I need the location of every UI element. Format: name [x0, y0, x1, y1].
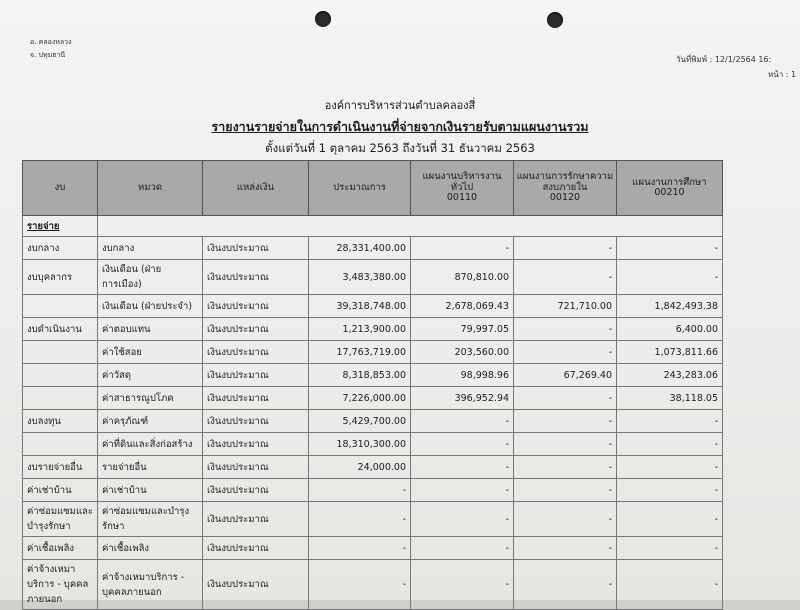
column-header: หมวด: [98, 161, 203, 216]
table-cell-amount: -: [617, 502, 723, 537]
table-cell-amount: -: [514, 387, 617, 410]
table-cell-amount: -: [514, 433, 617, 456]
title-block: [0, 96, 800, 158]
table-cell-amount: -: [411, 479, 514, 502]
table-cell-amount: -: [617, 237, 723, 260]
table-cell-amount: -: [411, 537, 514, 560]
table-cell-amount: -: [617, 479, 723, 502]
expense-table: [22, 160, 723, 610]
table-cell-text: งบบุคลากร: [23, 260, 98, 295]
table-cell-text: เงินงบประมาณ: [203, 295, 309, 318]
table-cell-amount: -: [617, 560, 723, 610]
table-cell-amount: -: [617, 260, 723, 295]
table-cell-amount: 396,952.94: [411, 387, 514, 410]
table-row: [23, 364, 723, 387]
section-label: รายจ่าย: [23, 216, 98, 237]
table-cell-amount: 17,763,719.00: [309, 341, 411, 364]
table-header: [23, 161, 723, 216]
table-cell-amount: 98,998.96: [411, 364, 514, 387]
table-cell-amount: 203,560.00: [411, 341, 514, 364]
table-cell-amount: 2,678,069.43: [411, 295, 514, 318]
table-cell-text: ค่าครุภัณฑ์: [98, 410, 203, 433]
table-cell-text: ค่าที่ดินและสิ่งก่อสร้าง: [98, 433, 203, 456]
header-province: จ. ปทุมธานี: [30, 51, 66, 59]
table-cell-amount: -: [514, 537, 617, 560]
table-cell-amount: -: [309, 537, 411, 560]
table-cell-text: งบลงทุน: [23, 410, 98, 433]
report-period: ตั้งแต่วันที่ 1 ตุลาคม 2563 ถึงวันที่ 31 ธันวาคม 2563: [265, 141, 535, 155]
table-cell-amount: -: [617, 433, 723, 456]
punch-hole: [315, 11, 331, 27]
table-cell-amount: 870,810.00: [411, 260, 514, 295]
table-cell-text: [23, 433, 98, 456]
header-district: อ. คลองหลวง: [30, 38, 72, 46]
print-date: วันที่พิมพ์ : 12/1/2564 16:: [676, 55, 772, 64]
table-cell-amount: -: [514, 456, 617, 479]
table-cell-text: เงินงบประมาณ: [203, 560, 309, 610]
table-row: [23, 479, 723, 502]
column-header: งบ: [23, 161, 98, 216]
table-cell-amount: -: [514, 502, 617, 537]
table-cell-text: [23, 295, 98, 318]
table-cell-text: งบกลาง: [98, 237, 203, 260]
table-cell-text: งบกลาง: [23, 237, 98, 260]
table-cell-text: ค่าซ่อมแซมและบำรุงรักษา: [98, 502, 203, 537]
column-header: แผนงานการรักษาความ สงบภายใน 00120: [514, 161, 617, 216]
table-cell-amount: 721,710.00: [514, 295, 617, 318]
table-cell-text: ค่าตอบแทน: [98, 318, 203, 341]
table-cell-text: [23, 364, 98, 387]
table-cell-text: งบดำเนินงาน: [23, 318, 98, 341]
table-row: [23, 341, 723, 364]
table-cell-text: ค่าจ้างเหมาบริการ - บุคคลภายนอก: [98, 560, 203, 610]
table-row: [23, 502, 723, 537]
table-cell-amount: 1,073,811.66: [617, 341, 723, 364]
table-row: [23, 318, 723, 341]
table-cell-text: เงินงบประมาณ: [203, 410, 309, 433]
table-cell-text: เงินเดือน (ฝ่ายการเมือง): [98, 260, 203, 295]
table-cell-text: ค่าเชื้อเพลิง: [23, 537, 98, 560]
table-cell-amount: 8,318,853.00: [309, 364, 411, 387]
table-cell-amount: -: [514, 260, 617, 295]
table-cell-text: ค่าสาธารณูปโภค: [98, 387, 203, 410]
table-cell-text: เงินงบประมาณ: [203, 433, 309, 456]
page-number: หน้า : 1: [768, 70, 797, 79]
table-cell-text: [23, 387, 98, 410]
column-header: ประมาณการ: [309, 161, 411, 216]
table-cell-amount: -: [514, 560, 617, 610]
column-header: แหล่งเงิน: [203, 161, 309, 216]
table-cell-amount: -: [514, 479, 617, 502]
table-row: [23, 295, 723, 318]
table-body: [23, 216, 723, 610]
table-cell-amount: 79,997.05: [411, 318, 514, 341]
table-row: [23, 433, 723, 456]
table-cell-amount: 243,283.06: [617, 364, 723, 387]
table-cell-amount: 28,331,400.00: [309, 237, 411, 260]
table-cell-text: [23, 341, 98, 364]
table-row: [23, 410, 723, 433]
org-name: องค์การบริหารส่วนตำบลคลองสี่: [324, 99, 476, 112]
table-row: [23, 456, 723, 479]
table-cell-amount: -: [411, 410, 514, 433]
table-row: [23, 260, 723, 295]
table-cell-amount: 38,118.05: [617, 387, 723, 410]
table-cell-text: ค่าเช่าบ้าน: [98, 479, 203, 502]
table-cell-amount: -: [617, 410, 723, 433]
table-cell-amount: -: [411, 433, 514, 456]
table-cell-amount: -: [309, 502, 411, 537]
table-cell-text: งบรายจ่ายอื่น: [23, 456, 98, 479]
table-cell-text: ค่าวัสดุ: [98, 364, 203, 387]
column-header: แผนงานการศึกษา 00210: [617, 161, 723, 216]
table-cell-text: เงินงบประมาณ: [203, 237, 309, 260]
table-cell-text: เงินงบประมาณ: [203, 318, 309, 341]
table-cell-amount: 24,000.00: [309, 456, 411, 479]
table-cell-amount: 3,483,380.00: [309, 260, 411, 295]
column-header: แผนงานบริหารงานทั่วไป 00110: [411, 161, 514, 216]
table-cell-amount: -: [411, 456, 514, 479]
table-row: [23, 237, 723, 260]
report-title: รายงานรายจ่ายในการดำเนินงานที่จ่ายจากเงินรายรับตามแผนงานรวม: [211, 119, 589, 134]
table-cell-text: เงินงบประมาณ: [203, 260, 309, 295]
table-cell-text: ค่าใช้สอย: [98, 341, 203, 364]
table-cell-text: ค่าเช่าบ้าน: [23, 479, 98, 502]
table-cell-amount: 39,318,748.00: [309, 295, 411, 318]
table-cell-amount: 1,842,493.38: [617, 295, 723, 318]
table-row: [23, 560, 723, 610]
table-cell-amount: -: [309, 479, 411, 502]
table-row: [23, 537, 723, 560]
table-cell-text: รายจ่ายอื่น: [98, 456, 203, 479]
table-cell-amount: 1,213,900.00: [309, 318, 411, 341]
table-cell-text: เงินงบประมาณ: [203, 387, 309, 410]
table-cell-text: เงินงบประมาณ: [203, 364, 309, 387]
table-cell-amount: -: [411, 237, 514, 260]
table-row: [23, 387, 723, 410]
table-cell-amount: 7,226,000.00: [309, 387, 411, 410]
table-cell-text: เงินงบประมาณ: [203, 479, 309, 502]
table-cell-amount: -: [514, 318, 617, 341]
table-cell-text: ค่าซ่อมแซมและบำรุงรักษา: [23, 502, 98, 537]
table-cell-amount: -: [617, 537, 723, 560]
table-cell-amount: -: [411, 502, 514, 537]
table-cell-text: ค่าจ้างเหมาบริการ - บุคคลภายนอก: [23, 560, 98, 610]
table-cell-amount: 18,310,300.00: [309, 433, 411, 456]
table-cell-text: เงินงบประมาณ: [203, 502, 309, 537]
punch-hole: [547, 12, 563, 28]
table-cell-text: เงินงบประมาณ: [203, 456, 309, 479]
table-cell-amount: -: [514, 410, 617, 433]
table-cell-amount: -: [617, 456, 723, 479]
table-cell-amount: -: [514, 341, 617, 364]
section-row: [23, 216, 723, 237]
table-cell-amount: 5,429,700.00: [309, 410, 411, 433]
table-cell-amount: -: [514, 237, 617, 260]
table-cell-text: ค่าเชื้อเพลิง: [98, 537, 203, 560]
table-cell-amount: -: [309, 560, 411, 610]
table-cell-amount: -: [411, 560, 514, 610]
table-cell-amount: 6,400.00: [617, 318, 723, 341]
table-cell-text: เงินเดือน (ฝ่ายประจำ): [98, 295, 203, 318]
table-cell-amount: 67,269.40: [514, 364, 617, 387]
table-cell-text: เงินงบประมาณ: [203, 537, 309, 560]
table-cell-text: เงินงบประมาณ: [203, 341, 309, 364]
